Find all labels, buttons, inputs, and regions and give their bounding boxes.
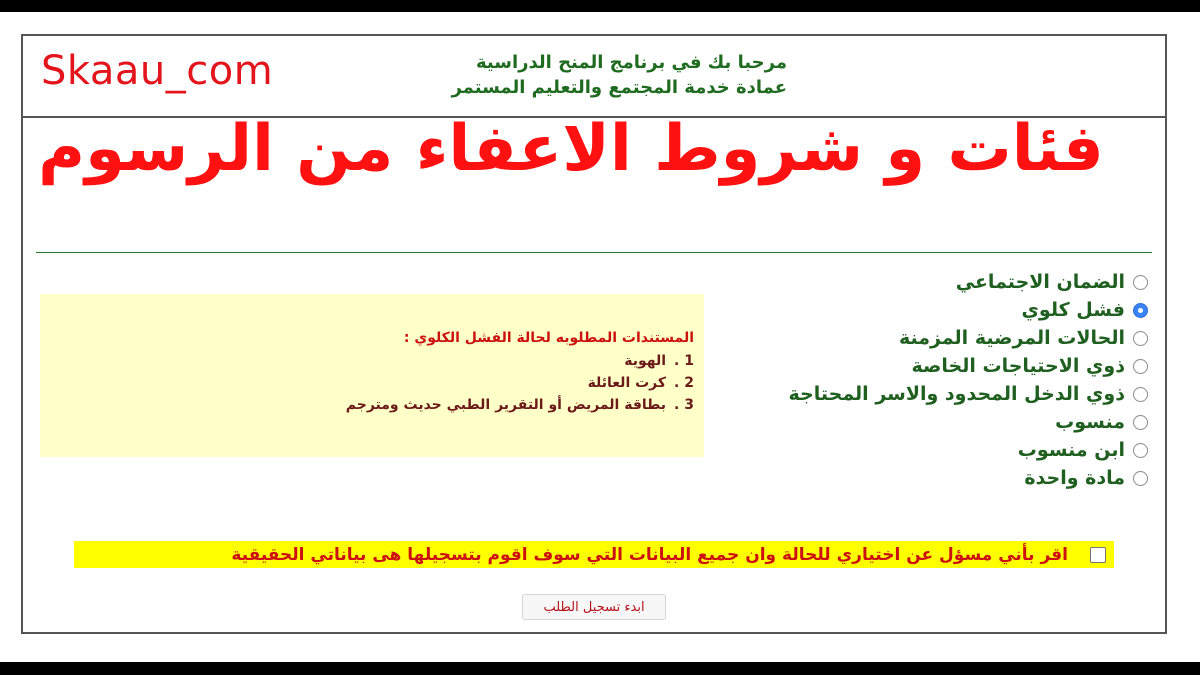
option-employee[interactable] [789, 408, 1148, 436]
brand-logo: Skaau_com [41, 48, 274, 94]
radio-button-selected[interactable] [1133, 303, 1148, 318]
page-title: فئات و شروط الاعفاء من الرسوم [38, 112, 1104, 186]
document-item-number: 1 . [674, 353, 694, 369]
exemption-category-options [789, 268, 1148, 492]
document-item-number: 3 . [674, 397, 694, 413]
acknowledgement-checkbox[interactable] [1090, 547, 1106, 563]
document-item [40, 372, 694, 394]
option-chronic-illness[interactable] [789, 324, 1148, 352]
document-item-text: بطاقة المريض أو التقرير الطبي حديث ومترجم [345, 397, 667, 413]
documents-list [40, 350, 694, 416]
acknowledgement-row[interactable] [74, 541, 1114, 568]
option-label: ذوي الاحتياجات الخاصة [911, 355, 1125, 377]
document-item [40, 350, 694, 372]
option-low-income[interactable] [789, 380, 1148, 408]
title-divider [36, 252, 1152, 253]
option-label: ذوي الدخل المحدود والاسر المحتاجة [788, 383, 1125, 405]
option-kidney-failure[interactable] [789, 296, 1148, 324]
radio-button[interactable] [1133, 359, 1148, 374]
radio-button[interactable] [1133, 443, 1148, 458]
option-label: فشل كلوي [1021, 299, 1125, 321]
document-item-text: كرت العائلة [587, 375, 667, 391]
option-label: منسوب [1055, 411, 1125, 433]
document-item-text: الهوية [624, 353, 667, 369]
documents-heading: المستندات المطلوبه لحالة الفشل الكلوي : [403, 330, 694, 346]
top-letterbox-bar [0, 0, 1200, 12]
document-item-number: 2 . [674, 375, 694, 391]
start-application-button[interactable]: ابدء تسجيل الطلب [522, 594, 666, 620]
option-label: ابن منسوب [1017, 439, 1125, 461]
radio-button[interactable] [1133, 471, 1148, 486]
bottom-letterbox-bar [0, 662, 1200, 675]
option-label: الحالات المرضية المزمنة [898, 327, 1125, 349]
welcome-text [451, 50, 787, 100]
welcome-line-2: عمادة خدمة المجتمع والتعليم المستمر [451, 77, 787, 98]
option-single-course[interactable] [789, 464, 1148, 492]
option-label: مادة واحدة [1024, 467, 1125, 489]
welcome-line-1: مرحبا بك في برنامج المنح الدراسية [475, 52, 787, 73]
radio-button[interactable] [1133, 415, 1148, 430]
radio-button[interactable] [1133, 387, 1148, 402]
required-documents-box [40, 294, 704, 457]
option-employee-child[interactable] [789, 436, 1148, 464]
option-social-security[interactable] [789, 268, 1148, 296]
acknowledgement-text: اقر بأني مسؤل عن اختياري للحالة وان جميع البيانات التي سوف اقوم بتسجيلها هى بياناتي الحقيقية [231, 544, 1068, 565]
option-label: الضمان الاجتماعي [955, 271, 1125, 293]
option-special-needs[interactable] [789, 352, 1148, 380]
radio-button[interactable] [1133, 331, 1148, 346]
radio-button[interactable] [1133, 275, 1148, 290]
document-item [40, 394, 694, 416]
